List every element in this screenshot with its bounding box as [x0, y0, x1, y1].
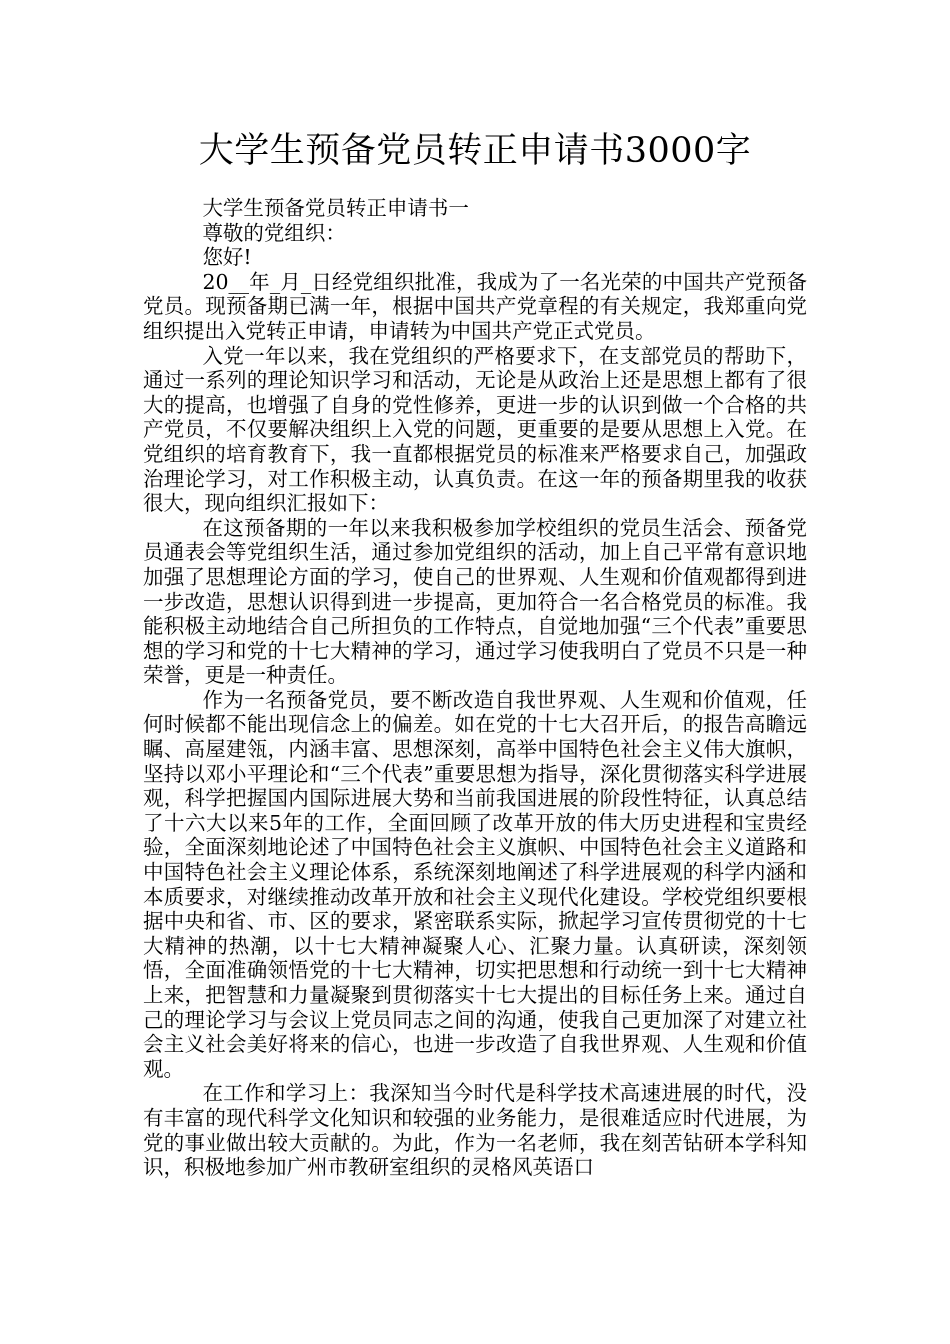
paragraph: 在这预备期的一年以来我积极参加学校组织的党员生活会、预备党员通表会等党组织生活，通过参加党组织的活动，加上自己平常有意识地加强了思想理论方面的学习，使自己的世界观、人生观和价值观都得到进一步改造，思想认识得到进一步提高，更加符合一名合格党员的标准。我能积极主动地结合自己所担负的工作特点，自觉地加强“三个代表”重要思想的学习和党的十七大精神的学习，通过学习使我明白了党员不只是一种荣誉，更是一种责任。: [143, 515, 807, 688]
paragraph: 20__年_月_日经党组织批准，我成为了一名光荣的中国共产党预备党员。现预备期已满一年，根据中国共产党章程的有关规定，我郑重向党组织提出入党转正申请，申请转为中国共产党正式党员。: [143, 269, 807, 343]
paragraph: 入党一年以来，我在党组织的严格要求下，在支部党员的帮助下，通过一系列的理论知识学习和活动，无论是从政治上还是思想上都有了很大的提高，也增强了自身的党性修养，更进一步的认识到做一个合格的共产党员，不仅要解决组织上入党的问题，更重要的是要从思想上入党。在党组织的培育教育下，我一直都根据党员的标准来严格要求自己，加强政治理论学习，对工作积极主动，认真负责。在这一年的预备期里我的收获很大，现向组织汇报如下：: [143, 343, 807, 516]
paragraph: 在工作和学习上：我深知当今时代是科学技术高速进展的时代，没有丰富的现代科学文化知识和较强的业务能力，是很难适应时代进展，为党的事业做出较大贡献的。为此，作为一名老师，我在刻苦钻研本学科知识，积极地参加广州市教研室组织的灵格风英语口: [143, 1081, 807, 1180]
document-subtitle: 大学生预备党员转正申请书一: [202, 196, 469, 220]
document-body: [143, 196, 807, 1180]
paragraph: 作为一名预备党员，要不断改造自我世界观、人生观和价值观，任何时候都不能出现信念上的偏差。如在党的十七大召开后，的报告高瞻远瞩、高屋建瓴，内涵丰富、思想深刻，高举中国特色社会主义伟大旗帜，坚持以邓小平理论和“三个代表”重要思想为指导，深化贯彻落实科学进展观，科学把握国内国际进展大势和当前我国进展的阶段性特征，认真总结了十六大以来5年的工作，全面回顾了改革开放的伟大历史进程和宝贵经验，全面深刻地论述了中国特色社会主义旗帜、中国特色社会主义道路和中国特色社会主义理论体系，系统深刻地阐述了科学进展观的科学内涵和本质要求，对继续推动改革开放和社会主义现代化建设。学校党组织要根据中央和省、市、区的要求，紧密联系实际，掀起学习宣传贯彻党的十七大精神的热潮，以十七大精神凝聚人心、汇聚力量。认真研读，深刻领悟，全面准确领悟党的十七大精神，切实把思想和行动统一到十七大精神上来，把智慧和力量凝聚到贯彻落实十七大提出的目标任务上来。通过自己的理论学习与会议上党员同志之间的沟通，使我自己更加深了对建立社会主义社会美好将来的信心，也进一步改造了自我世界观、人生观和价值观。: [143, 687, 807, 1081]
document-title: 大学生预备党员转正申请书3000字: [198, 131, 752, 171]
salutation: 尊敬的党组织：: [202, 220, 346, 245]
greeting: 您好!: [202, 245, 252, 270]
